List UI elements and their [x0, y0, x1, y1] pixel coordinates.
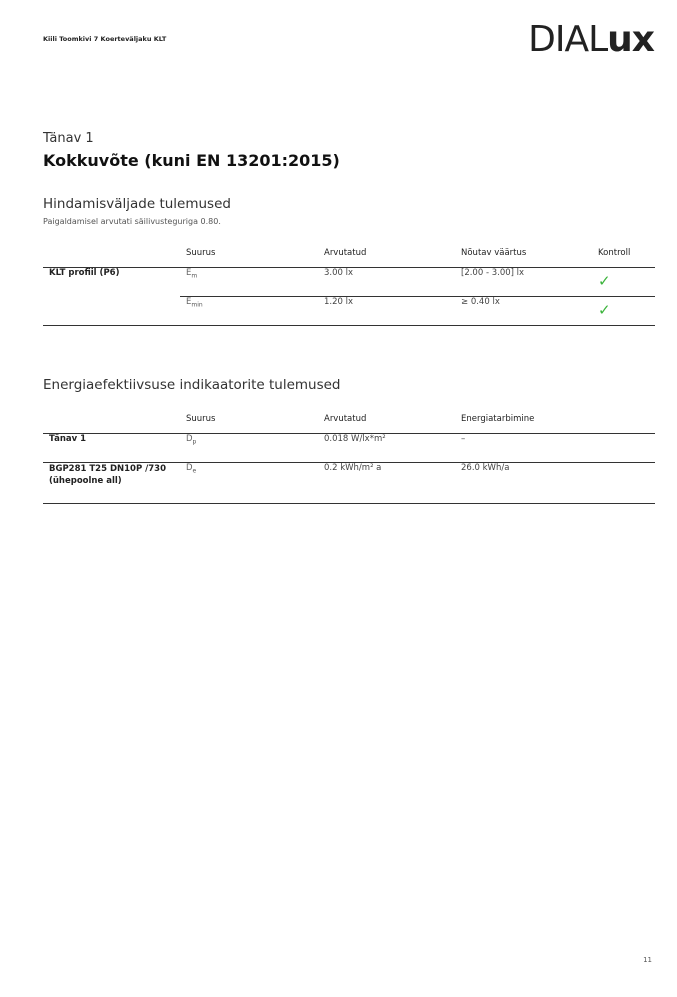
calculated-cell: 0.2 kWh/m² a	[318, 463, 455, 504]
logo-light-text: DIAL	[528, 19, 608, 60]
dialux-logo	[528, 19, 654, 60]
calculated-cell: 0.018 W/lx*m²	[318, 434, 455, 463]
page-title: Kokkuvõte (kuni EN 13201:2015)	[43, 151, 340, 170]
energy-table	[43, 414, 655, 504]
table-row	[43, 463, 655, 504]
required-cell: [2.00 - 3.00] lx	[455, 268, 592, 297]
table-row	[43, 268, 655, 297]
page-number: 11	[643, 956, 652, 964]
check-icon: ✓	[598, 272, 611, 290]
header-cell-calculated: Arvutatud	[318, 248, 455, 268]
table-row	[43, 434, 655, 463]
project-name: Kiili Toomkivi 7 Koerteväljaku KLT	[43, 35, 167, 43]
quantity-cell: $D_p$	[180, 434, 318, 463]
header-cell-empty	[592, 414, 655, 434]
section-title-energy: Energiaefektiivsuse indikaatorite tulemused	[43, 377, 341, 393]
field-name: KLT profiil (P6)	[43, 268, 180, 326]
quantity-cell: $D_e$	[180, 463, 318, 504]
row-name: BGP281 T25 DN10P /730 (ühepoolne all)	[43, 463, 180, 504]
header-cell-quantity: Suurus	[180, 414, 318, 434]
energy-cell: –	[455, 434, 592, 463]
header-cell-quantity: Suurus	[180, 248, 318, 268]
empty-cell	[592, 463, 655, 504]
header-cell-calculated: Arvutatud	[318, 414, 455, 434]
check-cell	[592, 268, 655, 297]
maintenance-note: Paigaldamisel arvutati säilivusteguriga 0.80.	[43, 217, 221, 226]
header-cell-empty	[43, 414, 180, 434]
evaluation-table	[43, 248, 655, 326]
calculated-cell: 3.00 lx	[318, 268, 455, 297]
table-header-row	[43, 414, 655, 434]
page-subtitle: Tänav 1	[43, 131, 94, 146]
logo-bold-text: ux	[607, 19, 654, 60]
row-name: Tänav 1	[43, 434, 180, 463]
header-cell-empty	[43, 248, 180, 268]
table-header-row	[43, 248, 655, 268]
quantity-cell: $E_m$	[180, 268, 318, 297]
energy-cell: 26.0 kWh/a	[455, 463, 592, 504]
header-cell-required: Nõutav väärtus	[455, 248, 592, 268]
section-title-evaluation: Hindamisväljade tulemused	[43, 196, 231, 212]
empty-cell	[592, 434, 655, 463]
header-cell-energy: Energiatarbimine	[455, 414, 592, 434]
header-cell-check: Kontroll	[592, 248, 655, 268]
check-icon: ✓	[598, 301, 611, 319]
check-cell	[592, 297, 655, 326]
required-cell: ≥ 0.40 lx	[455, 297, 592, 326]
calculated-cell: 1.20 lx	[318, 297, 455, 326]
quantity-cell: $E_{min}$	[180, 297, 318, 326]
